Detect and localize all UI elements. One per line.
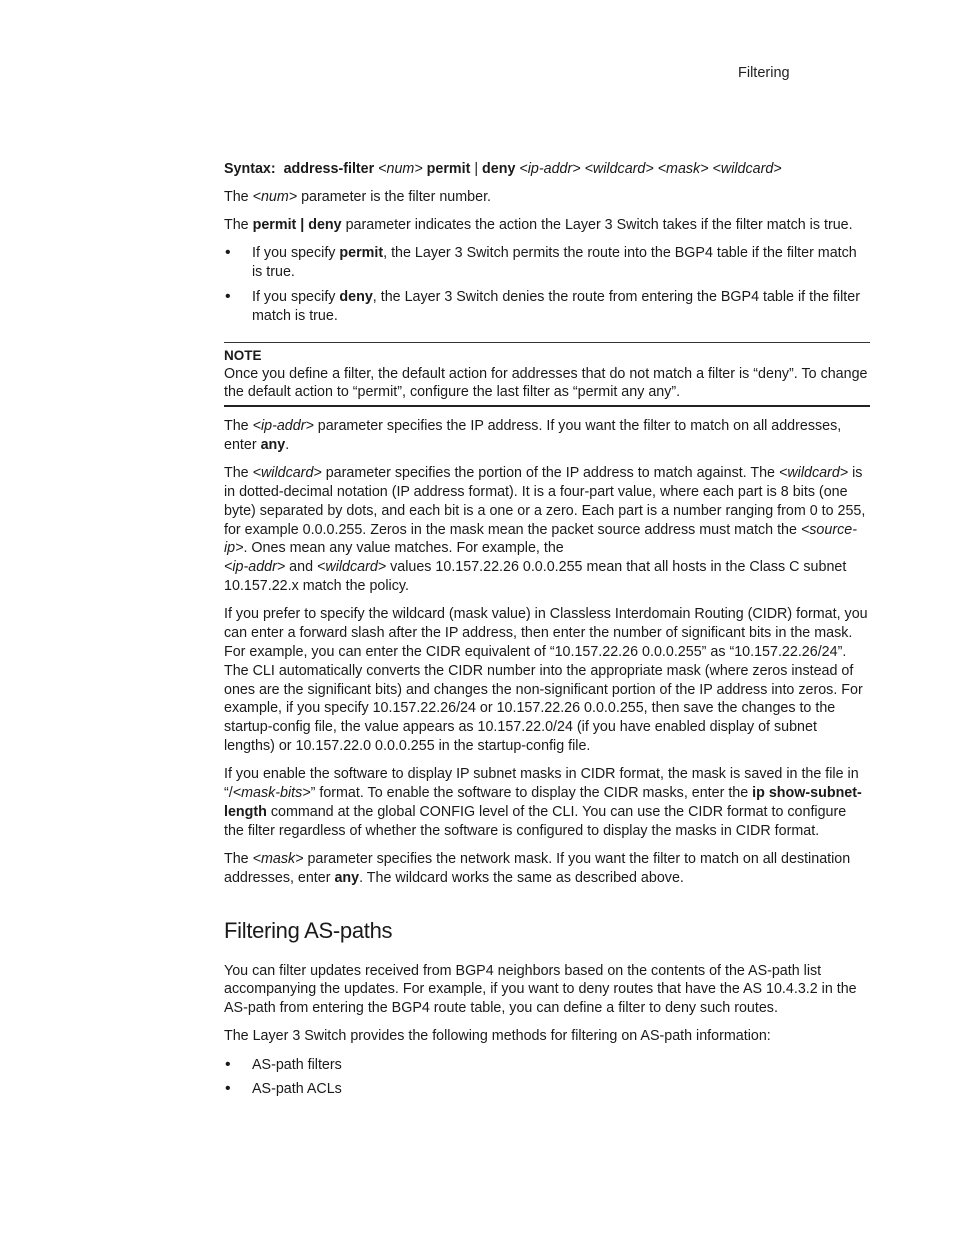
permit-deny-paragraph (224, 216, 870, 235)
arg-ip-addr: <ip-addr> (252, 418, 314, 435)
text: . Ones mean any value matches. For example, the (243, 540, 564, 557)
text: The (224, 188, 253, 205)
text: , the Layer 3 Switch permits the route into the BGP4 table if the filter match is true. (252, 245, 857, 281)
text: parameter specifies the network mask. If you want the filter to match on all destination addresses, enter (224, 850, 851, 886)
bullet-icon: • (225, 244, 231, 262)
text: The (224, 850, 253, 867)
bullet-icon: • (225, 1055, 231, 1073)
text: If you enable the software to display IP subnet masks in CIDR format, the mask is saved in the file in “/ (224, 766, 859, 802)
page-body (224, 160, 870, 1108)
note-box (224, 342, 870, 408)
text: and (285, 559, 318, 576)
syntax-separator: | (470, 161, 483, 177)
list-item (224, 1056, 870, 1075)
list-item (224, 288, 870, 326)
note-text: Once you define a filter, the default action for addresses that do not match a filter is “deny”. To change the default action to “permit”, configure the last filter as “permit any any”. (224, 365, 868, 401)
text: AS-path ACLs (252, 1081, 342, 1098)
wildcard-paragraph (224, 464, 870, 596)
keyword: ip show-subnet-length (224, 785, 862, 820)
text: values 10.157.22.26 0.0.0.255 mean that all hosts in the Class C subnet 10.157.22.x match the policy. (224, 559, 847, 595)
arg-wildcard: <wildcard> (252, 465, 322, 482)
text: The (224, 217, 253, 234)
syntax-line (224, 160, 870, 179)
text: . (285, 436, 290, 453)
syntax-arg-num: <num> (378, 161, 423, 177)
as-path-methods: The Layer 3 Switch provides the following methods for filtering on AS-path information: (224, 1028, 771, 1045)
arg-wildcard: <wildcard> (778, 465, 849, 482)
text: The (224, 465, 253, 482)
text: parameter specifies the portion of the IP address to match against. The (321, 465, 779, 482)
text: If you specify (252, 288, 340, 305)
arg-wildcard: <wildcard> (317, 559, 387, 576)
syntax-permit: permit (426, 161, 471, 177)
ip-addr-paragraph (224, 417, 870, 455)
as-path-method-list (224, 1056, 870, 1100)
keyword: deny (339, 288, 373, 305)
syntax-label: Syntax: (224, 161, 276, 177)
bullet-icon: • (225, 287, 231, 305)
text: If you specify (252, 245, 340, 262)
list-item (224, 1080, 870, 1099)
cidr-paragraph: If you prefer to specify the wildcard (mask value) in Classless Interdomain Routing (CIDR) format, you can enter a forward slash after the IP address, then enter the number of significant bits in the mask. For example, you can enter the CIDR equivalent of “10.157.22.26 0.0.0.255” as “10.157.22.26/24”. The CLI automatically converts the CIDR number into the appropriate mask (where zeros instead of ones are the significant bits) and changes the non-significant portion of the IP address into zeros. For example, if you specify 10.157.22.26/24 or 10.157.22.26 0.0.0.255, then save the changes to the startup-config file, the value appears as 10.157.22.0/24 (if you have enabled display of subnet lengths) or 10.157.22.0 0.0.0.255 in the startup-config file. (224, 606, 868, 754)
text: . The wildcard works the same as described above. (359, 869, 684, 886)
note-label: NOTE (224, 347, 262, 363)
syntax-command: address-filter (283, 161, 375, 177)
keyword: permit (339, 245, 384, 262)
bullet-icon: • (225, 1080, 231, 1098)
text: AS-path filters (252, 1056, 342, 1073)
text: command at the global CONFIG level of the CLI. You can use the CIDR format to configure the filter regardless of whether the software is configured to display the masks in CIDR format. (224, 803, 847, 839)
text: is in dotted-decimal notation (IP address format). It is a four-part value, where each part is 8 bits (one byte) separated by dots, and each bit is a one or a zero. Each part is a number ranging from 0 to 255, for example 0.0.0.255. Zeros in the mask mean the packet source address must match the (224, 465, 866, 538)
arg-source-ip: <source-ip> (224, 521, 857, 557)
arg-mask: <mask> (252, 850, 304, 867)
keyword: any (334, 869, 360, 886)
list-item (224, 244, 870, 282)
running-header: Filtering (738, 65, 790, 81)
keyword: permit | deny (252, 217, 342, 234)
text: parameter indicates the action the Layer 3 Switch takes if the filter match is true. (341, 217, 853, 234)
syntax-args: <ip-addr> <wildcard> <mask> <wildcard> (519, 161, 782, 177)
as-path-intro: You can filter updates received from BGP4 neighbors based on the contents of the AS-path list accompanying the updates. For example, if you want to deny routes that have the AS 10.4.3.2 in the AS-path from entering the BGP4 route table, you can define a filter to deny such routes. (224, 962, 857, 1017)
arg-num: <num> (252, 188, 298, 205)
permit-deny-list (224, 244, 870, 325)
keyword: any (260, 436, 286, 453)
text: , the Layer 3 Switch denies the route from entering the BGP4 table if the filter match is true. (252, 288, 860, 324)
text: The (224, 418, 253, 435)
arg-mask-bits: <mask-bits> (232, 785, 311, 802)
num-paragraph (224, 188, 870, 207)
mask-paragraph (224, 850, 870, 888)
section-heading: Filtering AS-paths (224, 917, 393, 943)
text: parameter is the filter number. (297, 188, 492, 205)
arg-ip-addr: <ip-addr> (224, 559, 286, 576)
subnet-paragraph (224, 765, 870, 840)
text: ” format. To enable the software to display the CIDR masks, enter the (310, 785, 753, 802)
text: parameter specifies the IP address. If you want the filter to match on all addresses, enter (224, 418, 842, 453)
syntax-deny: deny (482, 161, 516, 177)
